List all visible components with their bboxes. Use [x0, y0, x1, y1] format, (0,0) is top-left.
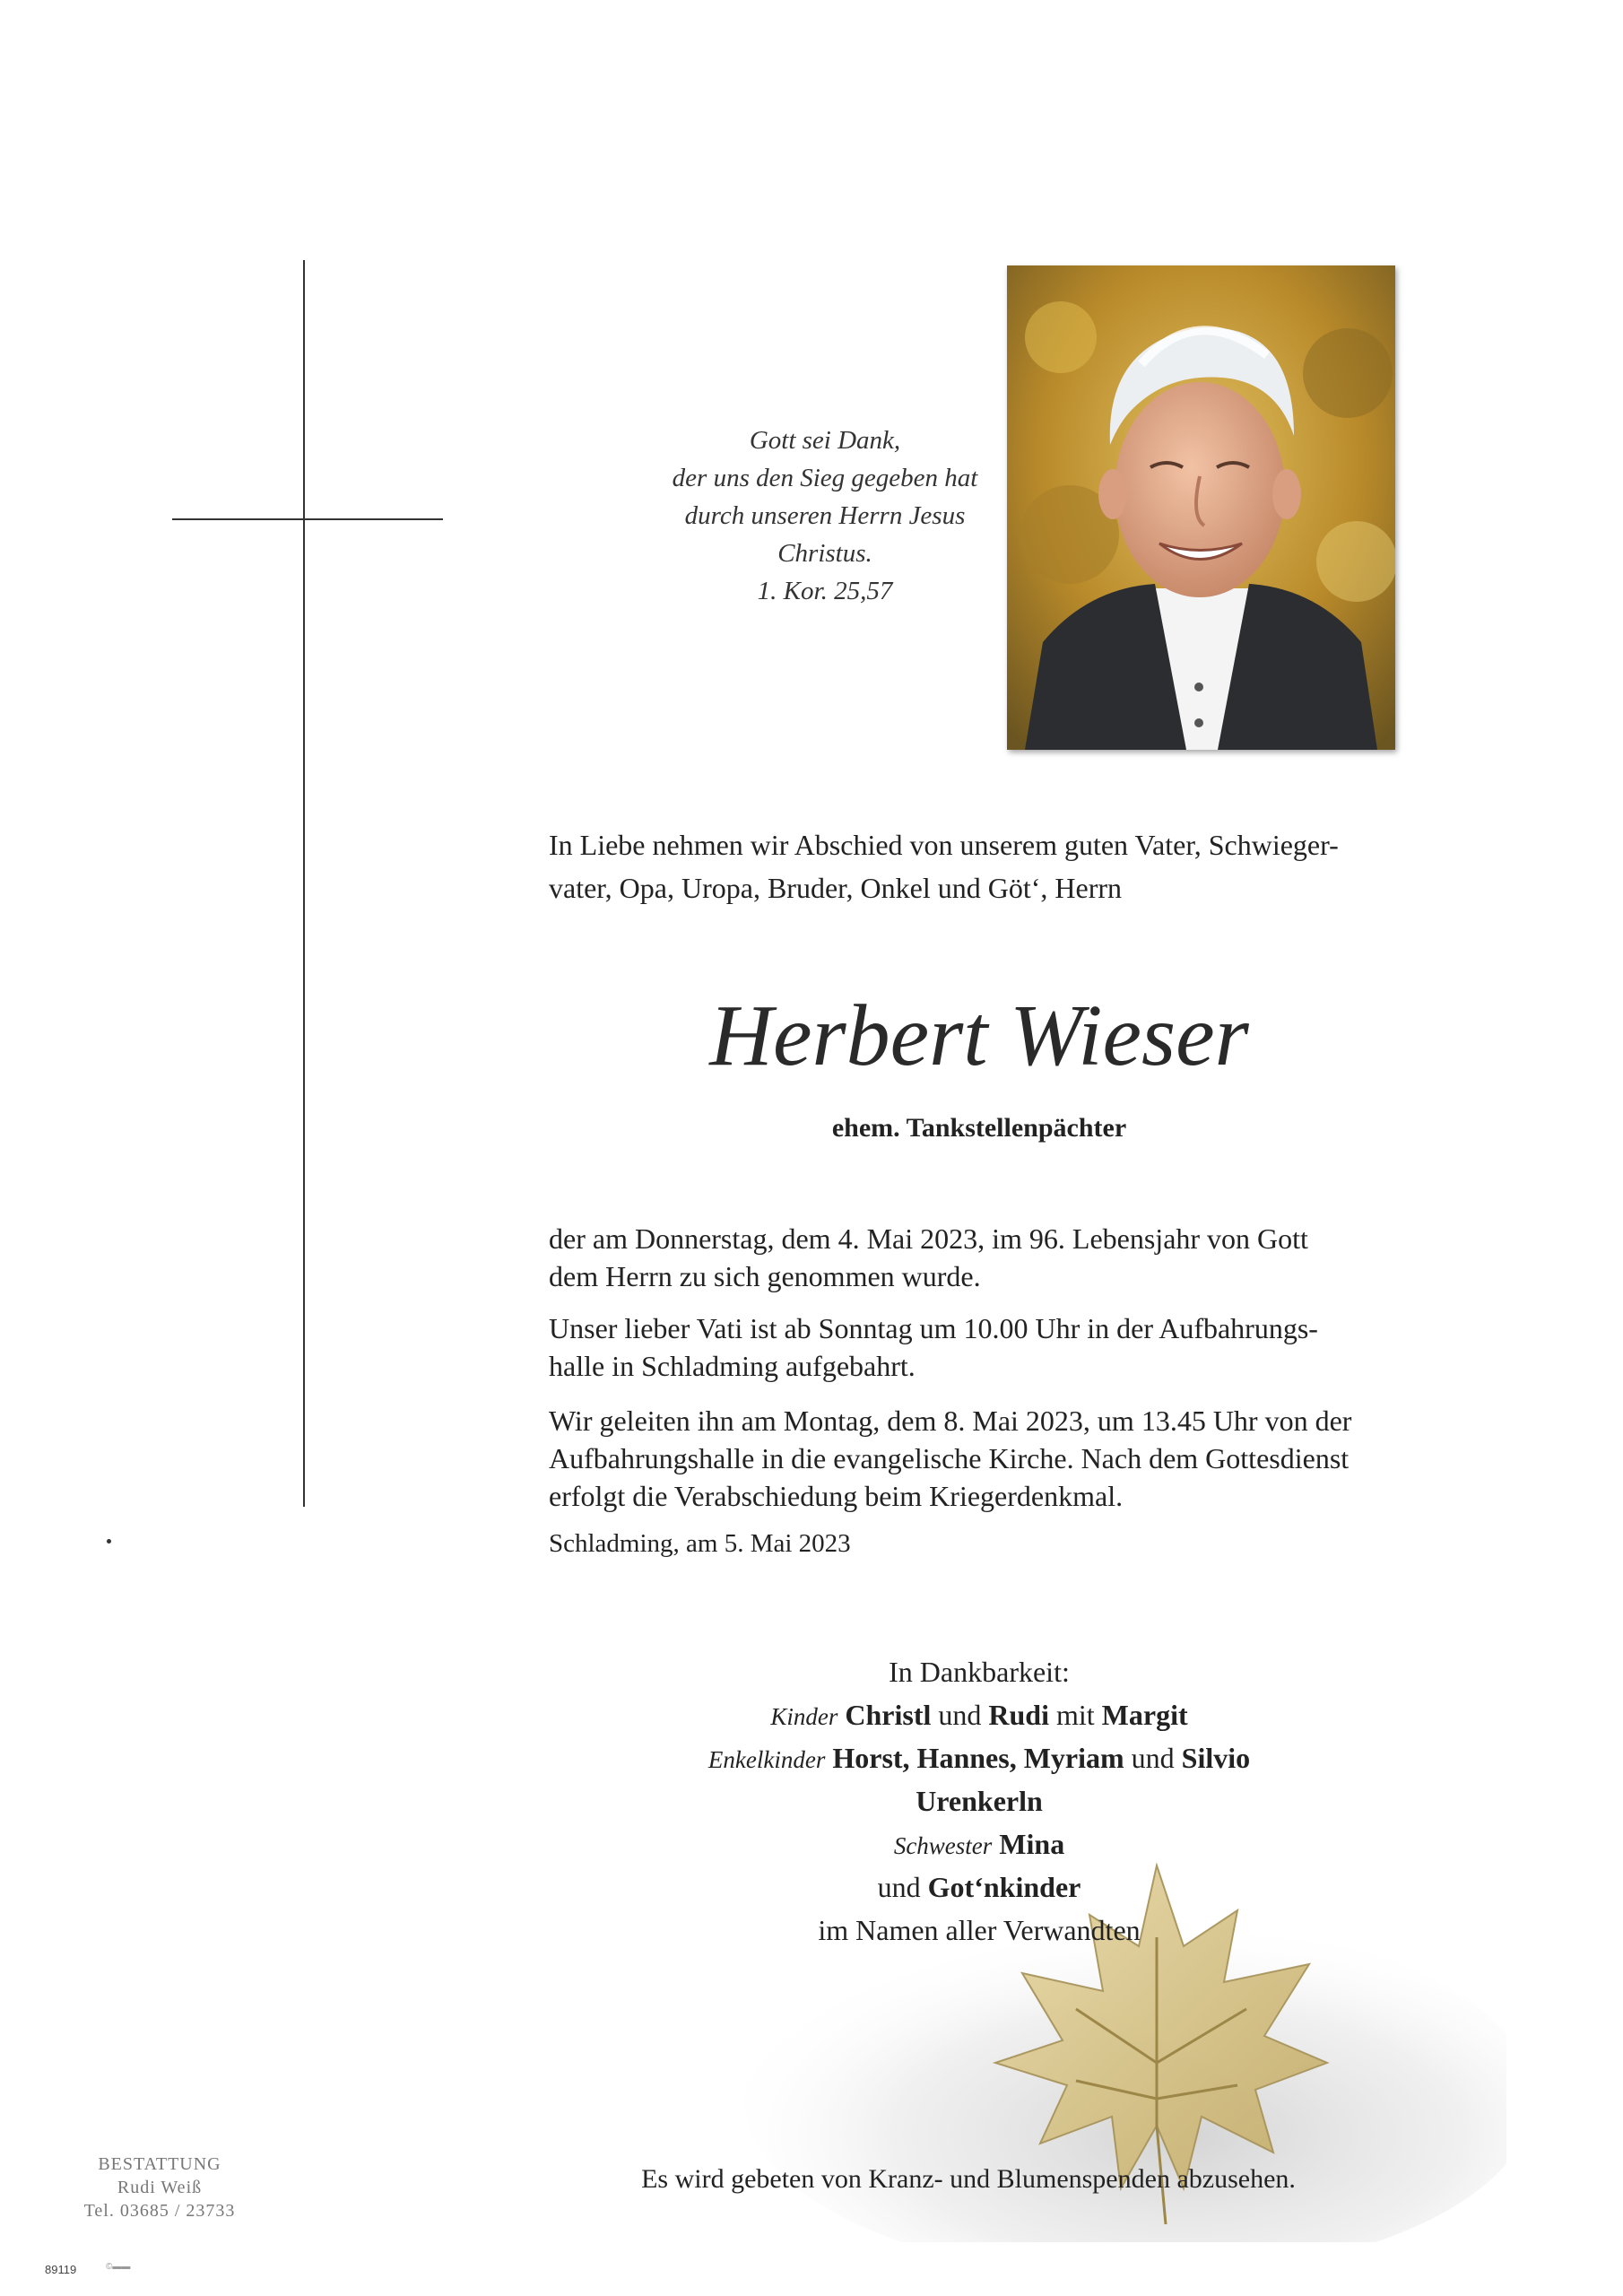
paragraph-line: Aufbahrungshalle in die evangelische Kirche. Nach dem Gottesdienst — [549, 1442, 1350, 1474]
conjunction: und — [938, 1699, 982, 1731]
portrait-photo — [1007, 265, 1395, 750]
relative-name: Got‘nkinder — [927, 1871, 1081, 1903]
sister-row — [549, 1822, 1410, 1866]
relation-label: Kinder — [770, 1703, 838, 1730]
relative-name: Urenkerln — [916, 1785, 1043, 1817]
portrait-illustration — [1007, 265, 1395, 750]
cross-vertical-bar — [303, 260, 305, 1507]
godchildren-row — [549, 1866, 1410, 1909]
stamp-line: Rudi Weiß — [117, 2178, 203, 2197]
deceased-name: Herbert Wieser — [709, 987, 1249, 1084]
verse-reference: 1. Kor. 25,57 — [757, 577, 893, 605]
printer-logo: ©▬▬ — [106, 2262, 131, 2272]
paragraph-line: Unser lieber Vati ist ab Sonntag um 10.00 Uhr in der Aufbahrungs- — [549, 1312, 1318, 1344]
cross-horizontal-bar — [172, 518, 443, 520]
undertaker-stamp — [79, 2152, 240, 2222]
paragraph-line: der am Donnerstag, dem 4. Mai 2023, im 96. Lebensjahr von Gott — [549, 1222, 1308, 1255]
form-code: 89119 — [45, 2263, 77, 2276]
gratitude-heading: In Dankbarkeit: — [889, 1656, 1070, 1688]
verse-line: der uns den Sieg gegeben hat — [672, 464, 978, 492]
paragraph-line: halle in Schladming aufgebahrt. — [549, 1350, 916, 1382]
children-row — [549, 1693, 1410, 1736]
relative-name: Horst, Hannes, Myriam — [832, 1742, 1124, 1774]
death-notice-paragraph — [549, 1220, 1410, 1295]
intro-line: vater, Opa, Uropa, Bruder, Onkel und Göt‘, Herrn — [549, 872, 1123, 904]
grandchildren-row — [549, 1736, 1410, 1779]
stamp-line: Tel. 03685 / 23733 — [83, 2201, 236, 2221]
conjunction: und — [1131, 1742, 1175, 1774]
flower-request-note: Es wird gebeten von Kranz- und Blumenspenden abzusehen. — [641, 2164, 1296, 2194]
ink-dot — [107, 1539, 111, 1544]
place-and-date: Schladming, am 5. Mai 2023 — [549, 1529, 851, 1558]
relative-name: Mina — [999, 1828, 1065, 1860]
relation-label: Enkelkinder — [707, 1746, 826, 1773]
relative-name: Christl — [845, 1699, 932, 1731]
relative-name: Silvio — [1181, 1742, 1251, 1774]
paragraph-line: erfolgt die Verabschiedung beim Kriegerdenkmal. — [549, 1480, 1124, 1512]
verse-line: Gott sei Dank, — [749, 426, 901, 455]
verse-line: durch unseren Herrn Jesus Christus. — [684, 501, 966, 568]
great-grandchildren-row — [549, 1779, 1410, 1822]
deceased-occupation: ehem. Tankstellenpächter — [831, 1113, 1127, 1143]
viewing-paragraph — [549, 1309, 1410, 1385]
bible-verse — [646, 422, 1004, 610]
relation-label: Schwester — [893, 1832, 993, 1859]
conjunction: und — [877, 1871, 921, 1903]
paragraph-line: Wir geleiten ihn am Montag, dem 8. Mai 2023, um 13.45 Uhr von der — [549, 1405, 1352, 1437]
stamp-line: BESTATTUNG — [98, 2154, 221, 2174]
relatives-row: im Namen aller Verwandten — [818, 1914, 1141, 1946]
conjunction: mit — [1055, 1699, 1095, 1731]
relative-name: Rudi — [988, 1699, 1049, 1731]
funeral-paragraph — [549, 1402, 1410, 1515]
mourners-list — [549, 1650, 1410, 1952]
paragraph-line: dem Herrn zu sich genommen wurde. — [549, 1260, 981, 1292]
relative-name: Margit — [1101, 1699, 1188, 1731]
intro-line: In Liebe nehmen wir Abschied von unserem guten Vater, Schwieger- — [549, 829, 1339, 861]
farewell-intro — [549, 823, 1410, 909]
